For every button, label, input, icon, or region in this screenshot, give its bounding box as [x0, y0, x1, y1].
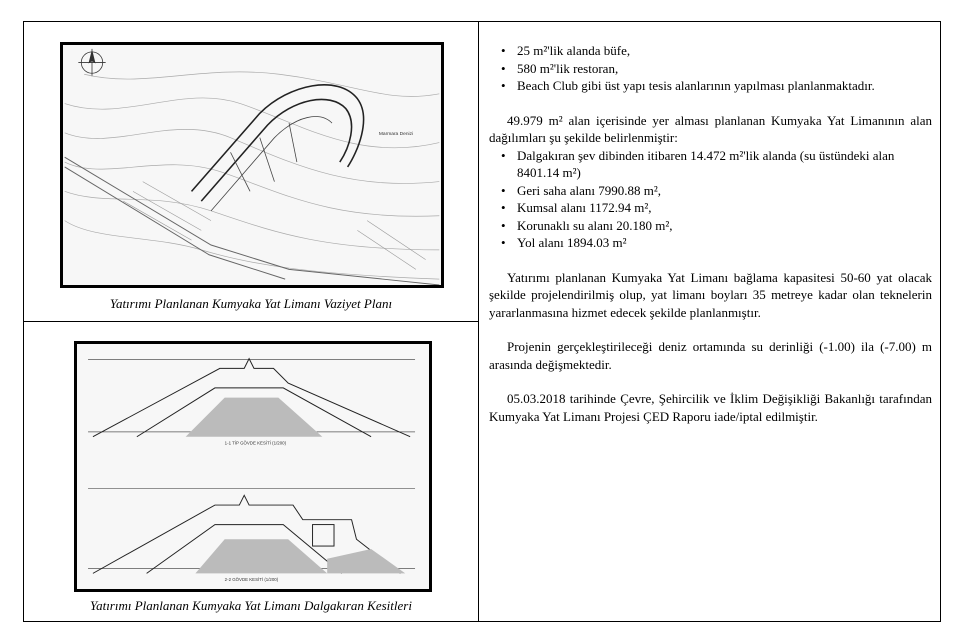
list-item: • Geri saha alanı 7990.88 m², — [489, 182, 932, 200]
figures-column — [24, 22, 479, 621]
facilities-list — [489, 42, 932, 95]
breakwater-sections-drawing — [77, 344, 429, 589]
breakwater-caption: Yatırımı Planlanan Kumyaka Yat Limanı Dalgakıran Kesitleri — [90, 598, 412, 613]
list-item: • Kumsal alanı 1172.94 m², — [489, 199, 932, 217]
breakwater-sections-image — [74, 341, 432, 592]
site-plan-cell — [24, 22, 478, 322]
site-plan-drawing — [63, 45, 441, 285]
areas-list — [489, 147, 932, 252]
list-item: • 580 m²'lik restoran, — [489, 60, 932, 78]
breakwater-cell — [24, 322, 478, 621]
text-column — [479, 22, 940, 621]
document-table — [23, 21, 941, 622]
list-item: • 25 m²'lik alanda büfe, — [489, 42, 932, 60]
list-item: • Yol alanı 1894.03 m² — [489, 234, 932, 252]
list-item: • Dalgakıran şev dibinden itibaren 14.472 m²'lik alanda (su üstündeki alan 8401.14 m²) — [489, 147, 932, 182]
ced-paragraph: 05.03.2018 tarihinde Çevre, Şehircilik ve İklim Değişikliği Bakanlığı tarafından Kumyaka Yat Limanı Projesi ÇED Raporu iade/iptal edilmiştir. — [489, 391, 932, 424]
site-plan-caption: Yatırımı Planlanan Kumyaka Yat Limanı Vaziyet Planı — [109, 296, 393, 311]
section1-title: 1-1 TİP GÖVDE KESİTİ (1/200) — [224, 440, 287, 446]
depth-paragraph: Projenin gerçekleştirileceği deniz ortamında su derinliği (-1.00) ila (-7.00) m arasında değişmektedir. — [489, 339, 932, 372]
capacity-paragraph: Yatırımı planlanan Kumyaka Yat Limanı bağlama kapasitesi 50-60 yat olacak şekilde projelendirilmiş olup, yat limanı boyları 35 metreye kadar olan teknelerin yararlanmasına hizmet edecek şekilde planlanmıştır. — [489, 269, 932, 320]
site-plan-image — [60, 42, 444, 288]
area-intro-paragraph: 49.979 m² alan içerisinde yer alması planlanan Kumyaka Yat Limanının alan dağılımları şu şekilde belirlenmiştir: — [489, 112, 932, 145]
sea-label: Marmara Denizi — [378, 131, 414, 137]
section2-title: 2-2 GÖVDE KESİTİ (1/200) — [224, 577, 279, 583]
list-item: • Korunaklı su alanı 20.180 m², — [489, 217, 932, 235]
compass-rose-icon — [78, 49, 105, 76]
list-item: • Beach Club gibi üst yapı tesis alanlarının yapılması planlanmaktadır. — [489, 77, 932, 95]
